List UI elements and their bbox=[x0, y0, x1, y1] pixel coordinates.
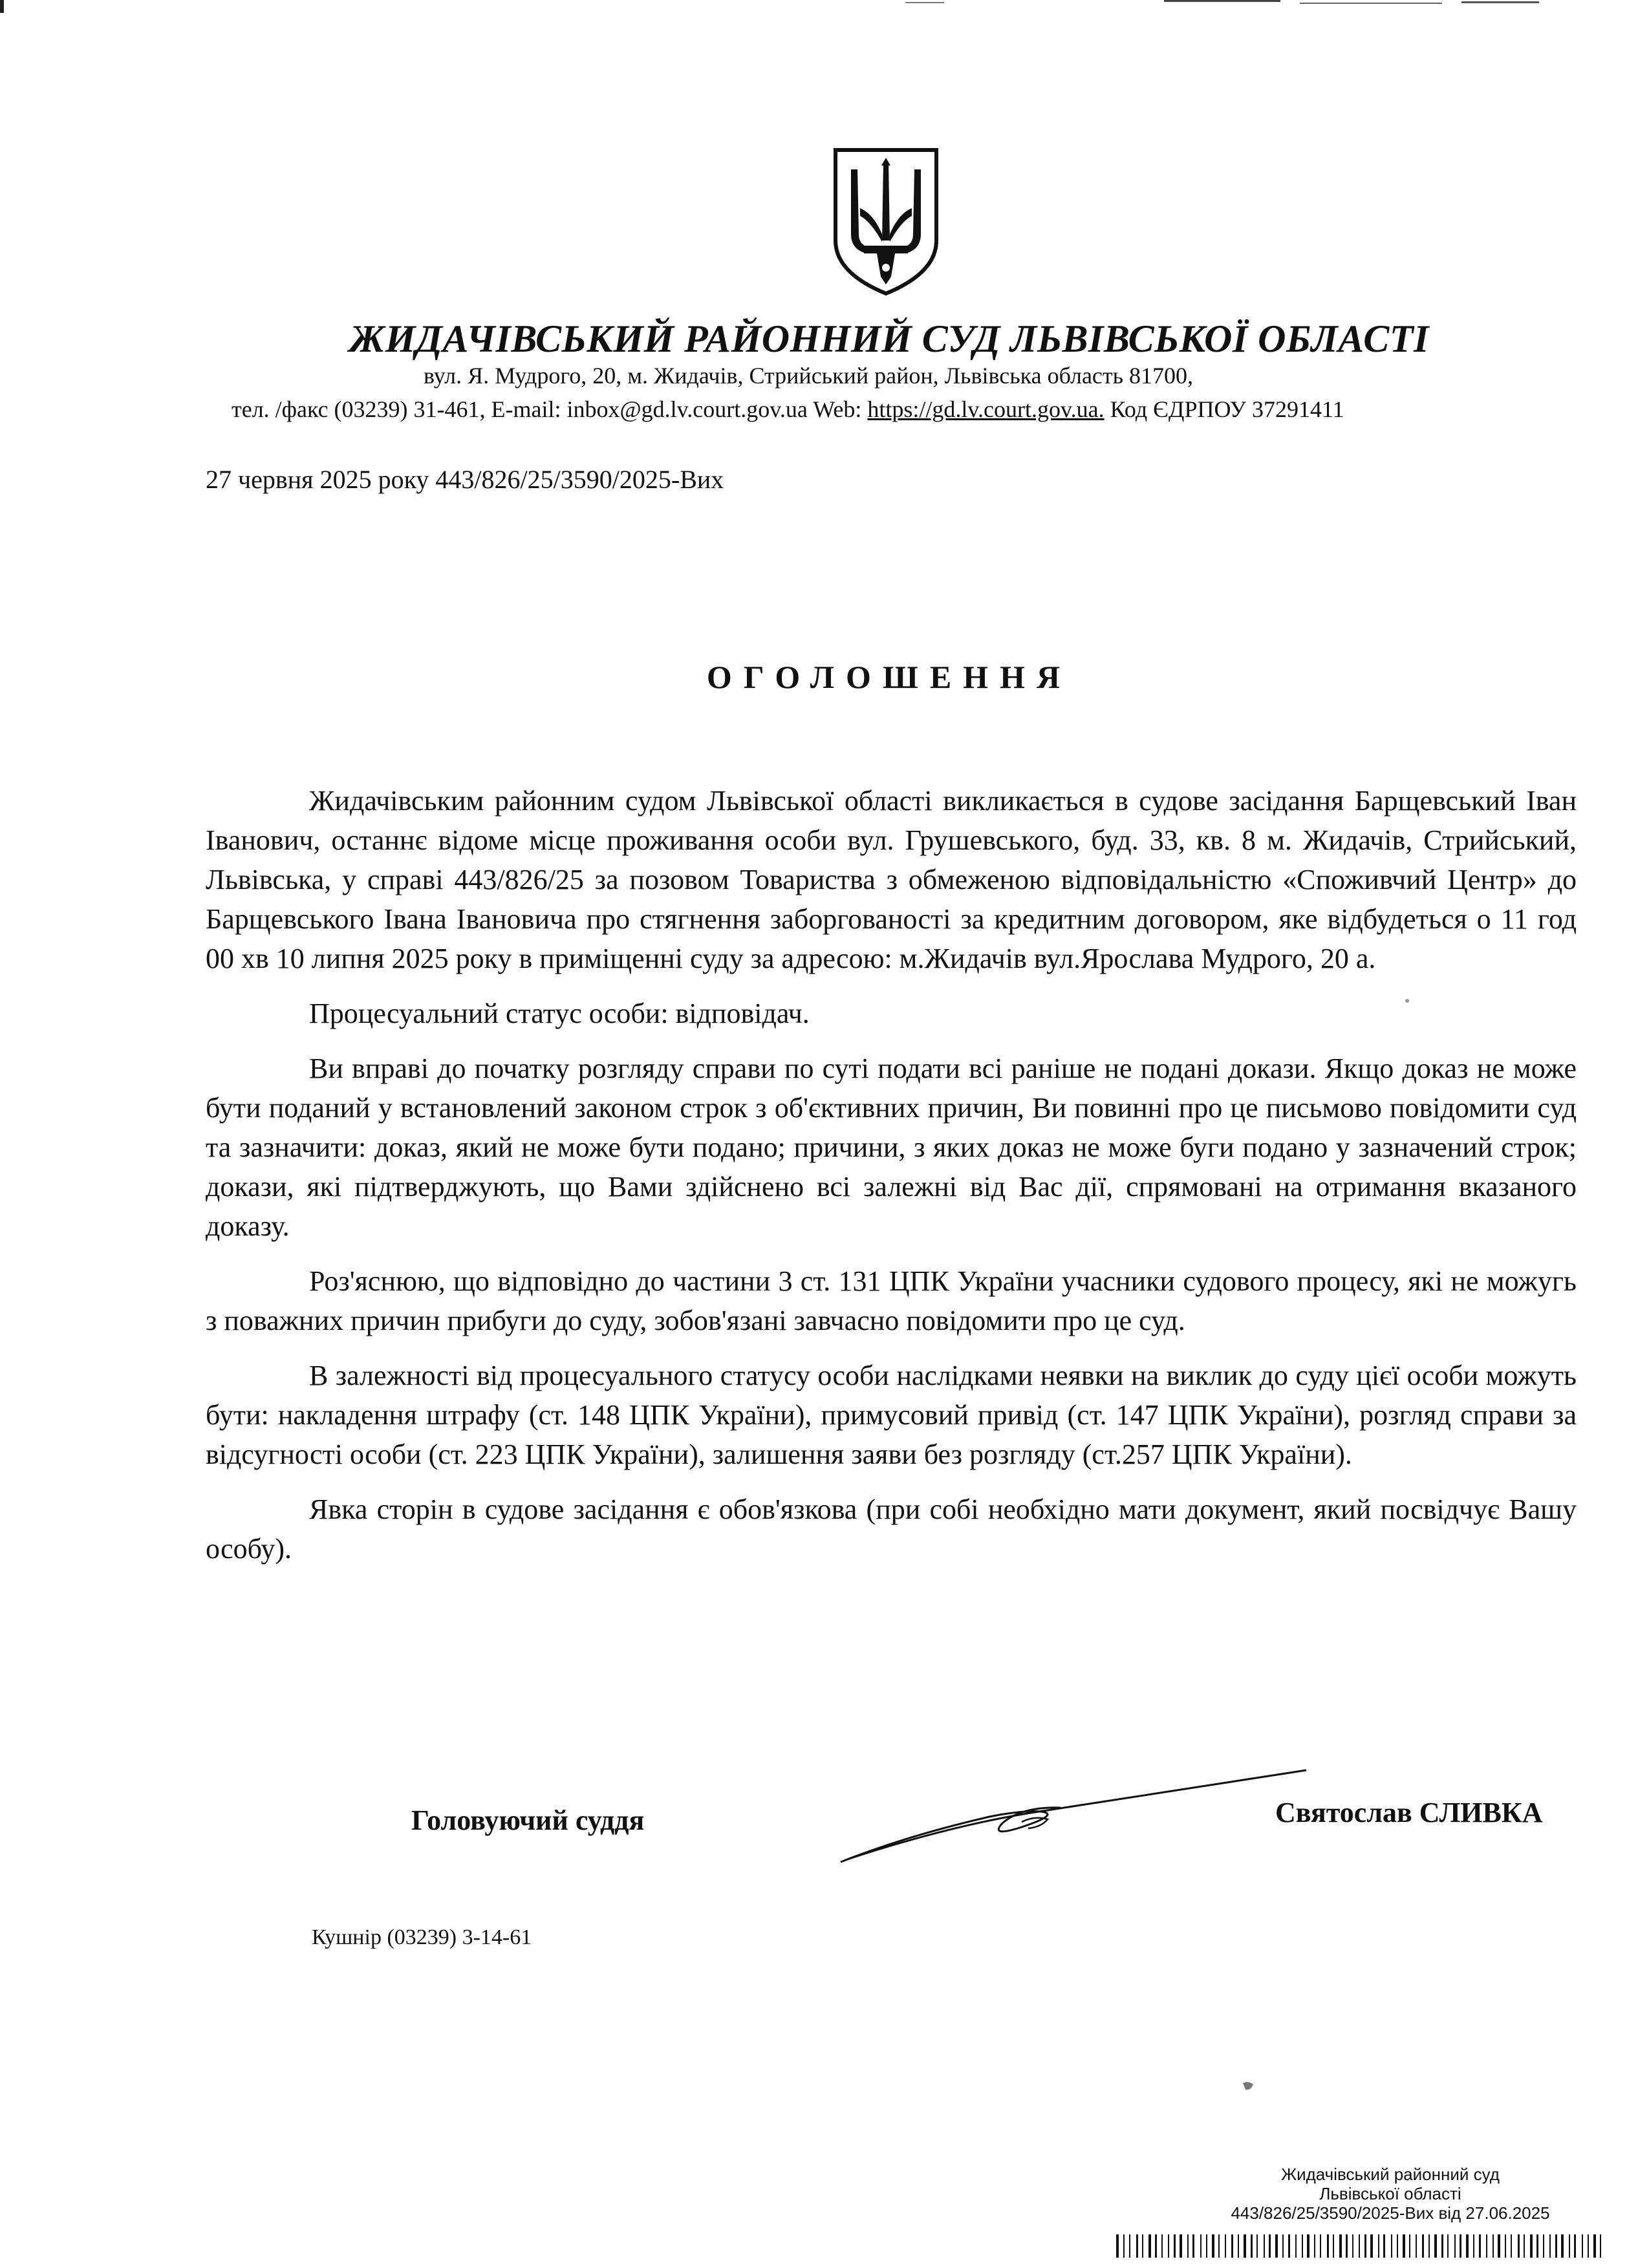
barcode-bar bbox=[1569, 2234, 1570, 2258]
barcode-bar bbox=[1536, 2234, 1538, 2258]
barcode-bar bbox=[1174, 2234, 1176, 2258]
contacts-suffix: Код ЄДРПОУ 37291411 bbox=[1104, 396, 1344, 422]
barcode-bar bbox=[1161, 2234, 1163, 2258]
barcode bbox=[1116, 2234, 1601, 2258]
barcode-bar bbox=[1460, 2234, 1461, 2258]
barcode-bar bbox=[1142, 2234, 1143, 2258]
barcode-bar bbox=[1359, 2234, 1360, 2258]
barcode-bar bbox=[1364, 2234, 1366, 2258]
barcode-bar bbox=[1479, 2234, 1481, 2258]
body-paragraph: Явка сторін в судове засідання є обов'язкова (при собі необхідно мати документ, який посвідчує Вашу особу). bbox=[206, 1493, 1577, 1565]
barcode-bar bbox=[1180, 2234, 1182, 2258]
barcode-bar bbox=[1136, 2234, 1138, 2258]
barcode-bar bbox=[1168, 2234, 1169, 2258]
stamp-reg-number: 443/826/25/3590/2025-Вих від 27.06.2025 bbox=[1231, 2203, 1550, 2223]
judge-position: Головуючий суддя bbox=[411, 1804, 645, 1836]
barcode-bar bbox=[1441, 2234, 1443, 2258]
barcode-bar bbox=[1231, 2234, 1233, 2258]
court-contacts bbox=[232, 396, 1344, 423]
barcode-bar bbox=[1264, 2234, 1265, 2258]
barcode-bar bbox=[1593, 2234, 1596, 2258]
barcode-bar bbox=[1530, 2234, 1533, 2258]
tryzub-coat-of-arms-icon bbox=[828, 144, 944, 299]
scan-edge-noise bbox=[0, 0, 1649, 13]
barcode-bar bbox=[1212, 2234, 1214, 2258]
barcode-bar bbox=[1466, 2234, 1469, 2258]
barcode-bar bbox=[1549, 2234, 1551, 2258]
barcode-bar bbox=[1403, 2234, 1405, 2258]
barcode-bar bbox=[1295, 2234, 1297, 2258]
barcode-bar bbox=[1422, 2234, 1424, 2258]
barcode-bar bbox=[1218, 2234, 1220, 2258]
barcode-bar bbox=[1238, 2234, 1239, 2258]
barcode-bar bbox=[1524, 2234, 1525, 2258]
barcode-bar bbox=[1225, 2234, 1226, 2258]
barcode-bar bbox=[1269, 2234, 1271, 2258]
body-paragraph: Жидачівським районним судом Львівської області викликається в судове засідання Барщевський Іван Іванович, останнє відоме місце проживання особи вул. Грушевського, буд. 33, кв. 8 м. Жидачів, Стрийський, Львівська, у справі 443/826/25 за позовом Товариства з обмеженою відповідальністю «Споживчий Центр» до Барщевського Івана Івановича про стягнення заборгованості за кредитним договором, яке відбудеться о 11 год 00 хв 10 липня 2025 року в приміщенні суду за адресою: м.Жидачів вул.Ярослава Мудрого, 20 а. bbox=[206, 785, 1577, 974]
barcode-bar bbox=[1346, 2234, 1348, 2258]
barcode-bar bbox=[1447, 2234, 1449, 2258]
stamp-court-name: Жидачівський районний суд bbox=[1281, 2165, 1500, 2184]
body-paragraph: Роз'яснюю, що відповідно до частини 3 ст. 131 ЦПК України учасники судового процесу, які не можугь з поважних причин прибуги до суду, зобов'язані завчасно повідомити про це суд. bbox=[206, 1265, 1577, 1336]
barcode-bar bbox=[1302, 2234, 1303, 2258]
barcode-bar bbox=[1275, 2234, 1278, 2258]
contacts-prefix: тел. /факс (03239) 31-461, E-mail: inbox@gd.lv.court.gov.ua Web: bbox=[232, 396, 868, 422]
barcode-bar bbox=[1378, 2234, 1379, 2258]
judge-name: Святослав СЛИВКА bbox=[1275, 1797, 1543, 1828]
court-name: ЖИДАЧІВСЬКИЙ РАЙОННИЙ СУД ЛЬВІВСЬКОЇ ОБЛАСТІ bbox=[349, 317, 1429, 360]
barcode-bar bbox=[1200, 2234, 1202, 2258]
stamp-region: Львівської області bbox=[1319, 2184, 1461, 2203]
barcode-bar bbox=[1434, 2234, 1437, 2258]
barcode-bar bbox=[1307, 2234, 1310, 2258]
scan-speck bbox=[1242, 2081, 1256, 2092]
barcode-bar bbox=[1370, 2234, 1373, 2258]
barcode-bar bbox=[1333, 2234, 1334, 2258]
barcode-bar bbox=[1383, 2234, 1385, 2258]
barcode-bar bbox=[1428, 2234, 1430, 2258]
document-title: ОГОЛОШЕННЯ bbox=[706, 659, 1072, 695]
barcode-bar bbox=[1555, 2234, 1557, 2258]
barcode-bar bbox=[1454, 2234, 1456, 2258]
barcode-bar bbox=[1416, 2234, 1417, 2258]
barcode-bar bbox=[1192, 2234, 1194, 2258]
barcode-bar bbox=[1282, 2234, 1284, 2258]
barcode-bar bbox=[1409, 2234, 1410, 2258]
barcode-bar bbox=[1244, 2234, 1246, 2258]
barcode-bar bbox=[1314, 2234, 1315, 2258]
barcode-bar bbox=[1600, 2234, 1601, 2258]
barcode-bar bbox=[1391, 2234, 1392, 2258]
barcode-bar bbox=[1397, 2234, 1398, 2258]
barcode-bar bbox=[1339, 2234, 1342, 2258]
executor-contact: Кушнір (03239) 3-14-61 bbox=[312, 1925, 532, 1949]
barcode-bar bbox=[1155, 2234, 1157, 2258]
scan-speck bbox=[1403, 996, 1417, 1007]
barcode-bar bbox=[1473, 2234, 1474, 2258]
barcode-bar bbox=[1320, 2234, 1321, 2258]
barcode-bar bbox=[1206, 2234, 1207, 2258]
barcode-bar bbox=[1493, 2234, 1494, 2258]
barcode-bar bbox=[1256, 2234, 1258, 2258]
barcode-bar bbox=[1352, 2234, 1353, 2258]
barcode-bar bbox=[1498, 2234, 1500, 2258]
court-website-link[interactable]: https://gd.lv.court.gov.ua. bbox=[867, 396, 1105, 422]
barcode-bar bbox=[1251, 2234, 1253, 2258]
barcode-bar bbox=[1288, 2234, 1290, 2258]
barcode-bar bbox=[1582, 2234, 1583, 2258]
barcode-bar bbox=[1511, 2234, 1512, 2258]
barcode-bar bbox=[1588, 2234, 1589, 2258]
barcode-bar bbox=[1505, 2234, 1506, 2258]
body-paragraph: Ви вправі до початку розгляду справи по суті подати всі раніше не подані докази. Якщо доказ не може бути поданий у встановлений законом строк з об'єктивних причин, Ви повинні про це письмово повідомити суд та зазначити: доказ, який не може бути подано; причини, з яких доказ не може буги подано у зазначений строк; докази, які підтверджують, що Вами здійснено всі залежні від Вас дії, спрямовані на отримання вказаного доказу. bbox=[206, 1053, 1577, 1242]
barcode-bar bbox=[1116, 2234, 1119, 2258]
barcode-bar bbox=[1518, 2234, 1520, 2258]
document-body bbox=[206, 781, 1577, 1584]
registration-stamp bbox=[1177, 2165, 1604, 2223]
barcode-bar bbox=[1561, 2234, 1564, 2258]
document-date-reference: 27 червня 2025 року 443/826/25/3590/2025-Вих bbox=[206, 465, 724, 494]
body-paragraph: В залежності від процесуального статусу особи наслідками неявки на виклик до суду цієї особи можуть бути: накладення штрафу (ст. 148 ЦПК України), примусовий привід (ст. 147 ЦПК України), розгляд справи за відсугності особи (ст. 223 ЦПК України), залишення заяви без розгляду (ст.257 ЦПК України). bbox=[206, 1360, 1577, 1470]
barcode-bar bbox=[1187, 2234, 1189, 2258]
barcode-bar bbox=[1543, 2234, 1544, 2258]
barcode-bar bbox=[1486, 2234, 1487, 2258]
barcode-bar bbox=[1129, 2234, 1130, 2258]
barcode-bar bbox=[1574, 2234, 1576, 2258]
handwritten-signature bbox=[828, 1765, 1319, 1868]
body-paragraph: Процесуальний статус особи: відповідач. bbox=[309, 998, 810, 1029]
barcode-bar bbox=[1123, 2234, 1125, 2258]
barcode-bar bbox=[1327, 2234, 1329, 2258]
court-address: вул. Я. Мудрого, 20, м. Жидачів, Стрийський район, Львівська область 81700, bbox=[424, 363, 1194, 389]
barcode-bar bbox=[1148, 2234, 1151, 2258]
